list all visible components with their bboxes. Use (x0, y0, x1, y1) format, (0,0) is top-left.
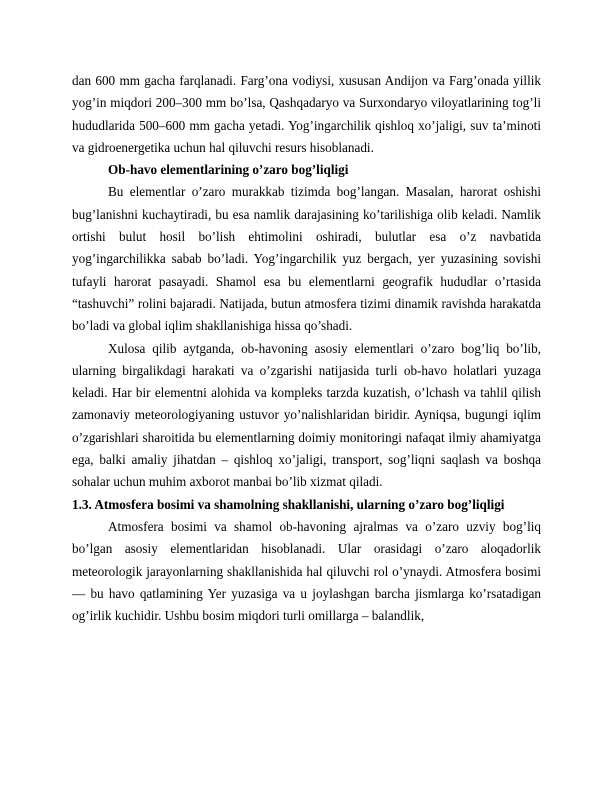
document-body (72, 70, 541, 627)
paragraph-interaction: Bu elementlar o’zaro murakkab tizimda bog’langan. Masalan, harorat oshishi bug’lanishni kuchaytiradi, bu esa namlik darajasining ko’tarilishiga olib keladi. Namlik ortishi bulut hosil bo’lish ehtimolini oshiradi, bulutlar esa o’z navbatida yog’ingarchilikka sabab bo’ladi. Yog’ingarchilik yuz bergach, yer yuzasining sovishi tufayli harorat pasayadi. Shamol esa bu elementlarni geografik hududlar o’rtasida “tashuvchi” rolini bajaradi. Natijada, butun atmosfera tizimi dinamik ravishda harakatda bo’ladi va global iqlim shakllanishiga hissa qo’shadi. (72, 184, 541, 334)
paragraph-continuation: dan 600 mm gacha farqlanadi. Farg’ona vodiysi, xususan Andijon va Farg’onada yillik yog’in miqdori 200–300 mm bo’lsa, Qashqadaryo va Surxondaryo viloyatlarining tog’li hududlarida 500–600 mm gacha yetadi. Yog’ingarchilik qishloq xo’jaligi, suv ta’minoti va gidroenergetika uchun hal qiluvchi resurs hisoblanadi. (72, 73, 541, 155)
section-title: 1.3. Atmosfera bosimi va shamolning shakllanishi, ularning o’zaro bog’liqligi (72, 496, 505, 512)
paragraph-summary: Xulosa qilib aytganda, ob-havoning asosiy elementlari o’zaro bog’liq bo’lib, ularning birgalikdagi harakati va o’zgarishi natijasida turli ob-havo holatlari yuzaga keladi. Har bir elementni alohida va kompleks tarzda kuzatish, o’lchash va tahlil qilish zamonaviy meteorologiyaning ustuvor yo’nalishlaridan biridir. Ayniqsa, bugungi iqlim o’zgarishlari sharoitida bu elementlarning doimiy monitoringi nafaqat ilmiy ahamiyatga ega, balki amaliy jihatdan – qishloq xo’jaligi, transport, sog’liqni saqlash va boshqa sohalar uchun muhim axborot manbai bo’lib xizmat qiladi. (72, 340, 541, 490)
subheading: Ob-havo elementlarining o’zaro bog’liqligi (108, 162, 349, 178)
paragraph-section-intro: Atmosfera bosimi va shamol ob-havoning ajralmas va o’zaro uzviy bog’liq bo’lgan asosiy elementlaridan hisoblanadi. Ular orasidagi o’zaro aloqadorlik meteorologik jarayonlarning shakllanishida hal qiluvchi rol o’ynaydi. Atmosfera bosimi — bu havo qatlamining Yer yuzasiga va u joylashgan barcha jismlarga ko’rsatadigan og’irlik kuchidir. Ushbu bosim miqdori turli omillarga – balandlik, (72, 518, 541, 624)
